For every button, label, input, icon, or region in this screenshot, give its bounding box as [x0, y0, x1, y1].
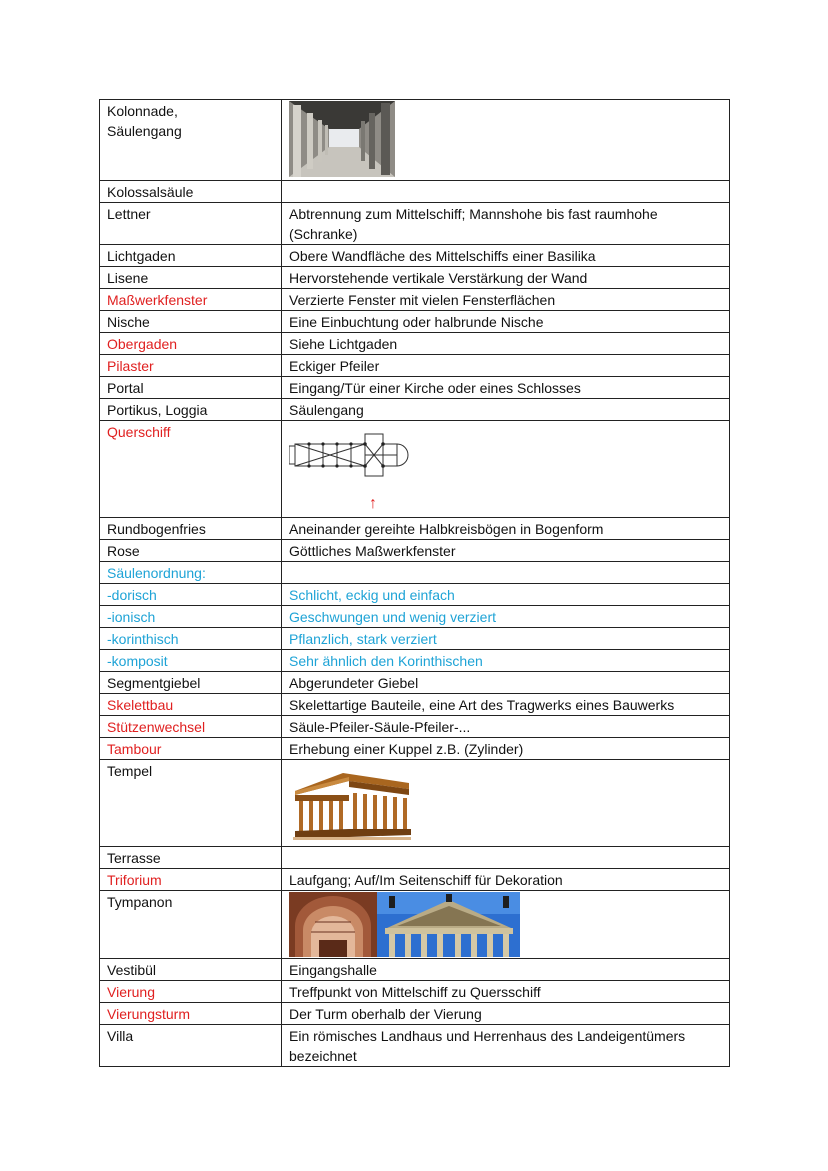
definition-cell: Erhebung einer Kuppel z.B. (Zylinder): [282, 738, 730, 760]
table-row: [100, 738, 730, 760]
table-row: [100, 606, 730, 628]
table-row: [100, 399, 730, 421]
term-cell: -ionisch: [100, 606, 282, 628]
definition-cell: [282, 891, 730, 959]
table-row: [100, 355, 730, 377]
table-row: [100, 311, 730, 333]
term-cell: Obergaden: [100, 333, 282, 355]
term-cell: Säulenordnung:: [100, 562, 282, 584]
term-cell: Vestibül: [100, 959, 282, 981]
definition-cell: Eine Einbuchtung oder halbrunde Nische: [282, 311, 730, 333]
term-cell: Stützenwechsel: [100, 716, 282, 738]
term-cell: Pilaster: [100, 355, 282, 377]
table-row: [100, 540, 730, 562]
term-cell: Portikus, Loggia: [100, 399, 282, 421]
table-row: [100, 518, 730, 540]
table-row: [100, 100, 730, 181]
term-cell: Nische: [100, 311, 282, 333]
definition-cell: Treffpunkt von Mittelschiff zu Quersschiff: [282, 981, 730, 1003]
table-row: [100, 760, 730, 847]
term-cell: Kolossalsäule: [100, 181, 282, 203]
definition-cell: Siehe Lichtgaden: [282, 333, 730, 355]
table-row: [100, 421, 730, 518]
table-row: [100, 1003, 730, 1025]
term-cell: Tympanon: [100, 891, 282, 959]
definition-cell: Hervorstehende vertikale Verstärkung der Wand: [282, 267, 730, 289]
definition-cell: Geschwungen und wenig verziert: [282, 606, 730, 628]
definition-cell: Ein römisches Landhaus und Herrenhaus des Landeigentümers bezeichnet: [282, 1025, 730, 1067]
definition-cell: Sehr ähnlich den Korinthischen: [282, 650, 730, 672]
term-cell: Terrasse: [100, 847, 282, 869]
term-cell: -dorisch: [100, 584, 282, 606]
table-row: [100, 672, 730, 694]
definition-cell: Laufgang; Auf/Im Seitenschiff für Dekoration: [282, 869, 730, 891]
term-cell: Villa: [100, 1025, 282, 1067]
term-cell: Tambour: [100, 738, 282, 760]
table-row: [100, 650, 730, 672]
table-row: [100, 694, 730, 716]
definition-cell: Abtrennung zum Mittelschiff; Mannshohe bis fast raumhohe (Schranke): [282, 203, 730, 245]
definition-cell: Säule-Pfeiler-Säule-Pfeiler-...: [282, 716, 730, 738]
definition-cell: Skelettartige Bauteile, eine Art des Tragwerks eines Bauwerks: [282, 694, 730, 716]
term-cell: Triforium: [100, 869, 282, 891]
table-row: [100, 267, 730, 289]
table-row: [100, 981, 730, 1003]
definition-cell: Pflanzlich, stark verziert: [282, 628, 730, 650]
definition-cell: Schlicht, eckig und einfach: [282, 584, 730, 606]
term-cell: Vierungsturm: [100, 1003, 282, 1025]
table-row: [100, 181, 730, 203]
tympanon-image: [289, 892, 520, 957]
glossary-table: [99, 99, 730, 1067]
table-row: [100, 891, 730, 959]
definition-cell: [282, 421, 730, 518]
term-cell: Lisene: [100, 267, 282, 289]
term-cell: Querschiff: [100, 421, 282, 518]
definition-cell: [282, 847, 730, 869]
colonnade-image: [289, 101, 395, 177]
table-row: [100, 562, 730, 584]
definition-cell: [282, 562, 730, 584]
table-row: [100, 333, 730, 355]
table-row: [100, 289, 730, 311]
table-row: [100, 203, 730, 245]
table-row: [100, 1025, 730, 1067]
definition-cell: Verzierte Fenster mit vielen Fensterflächen: [282, 289, 730, 311]
term-cell: -komposit: [100, 650, 282, 672]
term-cell: Rundbogenfries: [100, 518, 282, 540]
table-row: [100, 245, 730, 267]
floorplan-image: [289, 428, 419, 484]
term-cell: Tempel: [100, 760, 282, 847]
definition-cell: Eingang/Tür einer Kirche oder eines Schlosses: [282, 377, 730, 399]
definition-cell: Säulengang: [282, 399, 730, 421]
definition-cell: Obere Wandfläche des Mittelschiffs einer Basilika: [282, 245, 730, 267]
table-row: [100, 869, 730, 891]
term-cell: Skelettbau: [100, 694, 282, 716]
term-cell: Lettner: [100, 203, 282, 245]
term-cell: Kolonnade, Säulengang: [100, 100, 282, 181]
term-cell: Rose: [100, 540, 282, 562]
temple-image: [289, 765, 415, 845]
table-row: [100, 584, 730, 606]
term-cell: Maßwerkfenster: [100, 289, 282, 311]
definition-cell: Abgerundeter Giebel: [282, 672, 730, 694]
definition-cell: Göttliches Maßwerkfenster: [282, 540, 730, 562]
definition-cell: Der Turm oberhalb der Vierung: [282, 1003, 730, 1025]
term-cell: Segmentgiebel: [100, 672, 282, 694]
definition-cell: Eckiger Pfeiler: [282, 355, 730, 377]
table-row: [100, 377, 730, 399]
definition-cell: Aneinander gereihte Halbkreisbögen in Bogenform: [282, 518, 730, 540]
term-cell: Vierung: [100, 981, 282, 1003]
arrow-up-icon: ↑: [369, 495, 377, 512]
definition-cell: [282, 181, 730, 203]
table-row: [100, 628, 730, 650]
table-row: [100, 959, 730, 981]
definition-cell: [282, 760, 730, 847]
definition-cell: [282, 100, 730, 181]
term-cell: Portal: [100, 377, 282, 399]
definition-cell: Eingangshalle: [282, 959, 730, 981]
term-cell: Lichtgaden: [100, 245, 282, 267]
table-row: [100, 847, 730, 869]
term-cell: -korinthisch: [100, 628, 282, 650]
table-row: [100, 716, 730, 738]
